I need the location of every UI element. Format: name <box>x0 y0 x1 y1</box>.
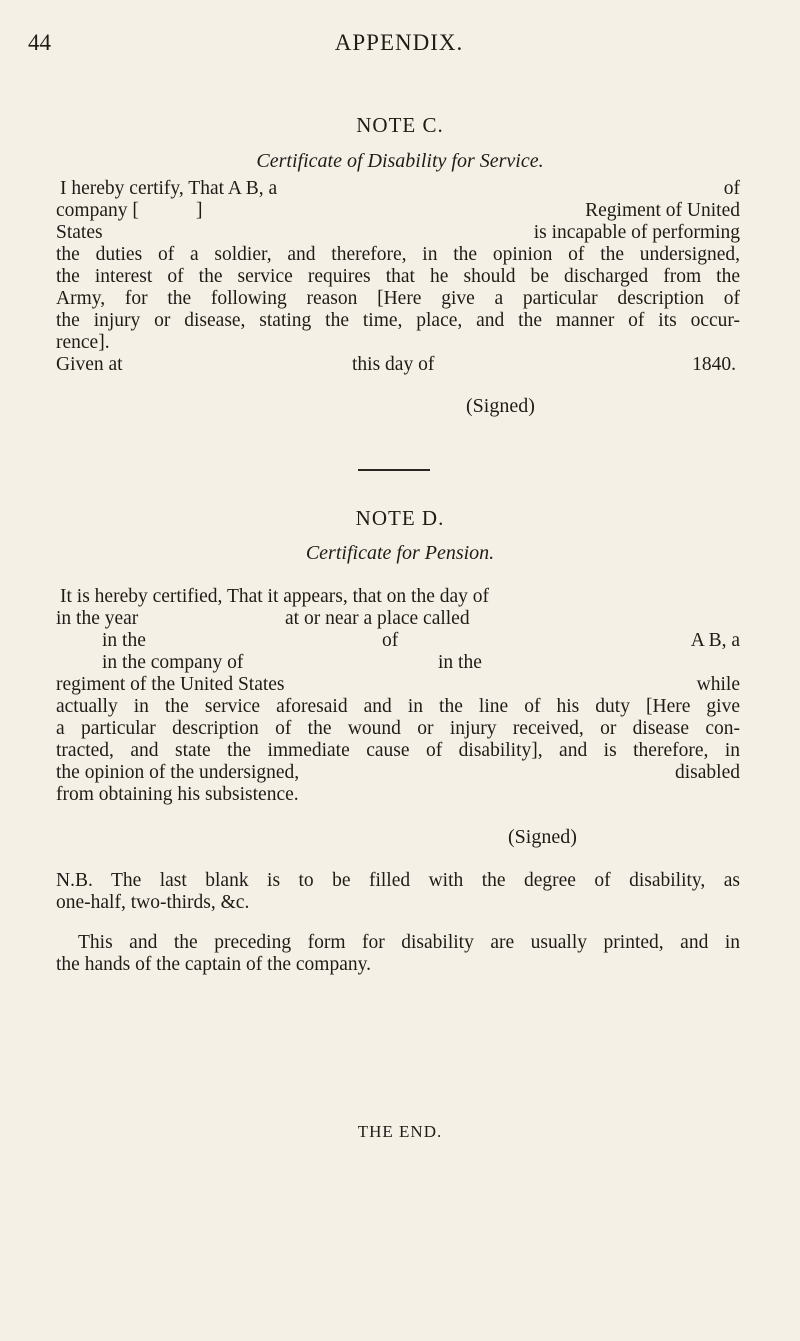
note-d-body <box>56 586 740 806</box>
note-d-line-9a: the opinion of the undersigned, <box>56 762 300 783</box>
note-d-line-3b: of <box>382 630 399 651</box>
note-c-line-3b: is incapable of performing <box>533 222 740 243</box>
note-c-line-1b: of <box>723 178 740 199</box>
note-d-line-8: tracted, and state the immediate cause of disability], and is therefore, in <box>56 740 740 761</box>
note-d-line-2a: in the year <box>56 608 139 629</box>
note-c-subtitle: Certificate of Disability for Service. <box>256 150 544 172</box>
note-c-line-9a: Given at <box>56 354 123 375</box>
note-d-line-9b: disabled <box>675 762 740 783</box>
running-head: APPENDIX. <box>334 30 464 55</box>
note-d-line-3a: in the <box>102 630 146 651</box>
note-c-signed: (Signed) <box>466 395 535 417</box>
note-d-para-line-2: the hands of the captain of the company. <box>56 954 371 975</box>
note-c-line-2b: ] <box>196 200 203 221</box>
note-d-subtitle: Certificate for Pension. <box>305 542 495 564</box>
the-end: THE END. <box>357 1122 443 1141</box>
note-d-line-4a: in the company of <box>102 652 244 673</box>
note-d-line-4b: in the <box>438 652 482 673</box>
note-c-title: NOTE C. <box>356 113 444 137</box>
note-d-line-7: a particular description of the wound or injury received, or disease con- <box>56 718 740 739</box>
note-c-line-9c: 1840. <box>692 354 736 375</box>
note-d-line-5b: while <box>696 674 740 695</box>
note-c-line-2a: company [ <box>56 200 139 221</box>
note-c-line-1a: I hereby certify, That A B, a <box>60 178 278 199</box>
note-d-para-line-1: This and the preceding form for disability are usually printed, and in <box>78 932 740 953</box>
note-c-line-5: the interest of the service requires that he should be discharged from the <box>56 266 740 287</box>
note-c-line-3a: States <box>56 222 103 243</box>
note-d-line-5a: regiment of the United States <box>56 674 285 695</box>
note-c-body <box>56 178 740 376</box>
note-c-line-4: the duties of a soldier, and therefore, in the opinion of the undersigned, <box>56 244 740 265</box>
page-number: 44 <box>28 30 51 55</box>
note-c-line-7: the injury or disease, stating the time, place, and the manner of its occur- <box>56 310 740 331</box>
page-header <box>28 30 770 62</box>
note-d-nb-line-1: N.B. The last blank is to be filled with the degree of disability, as <box>56 870 740 891</box>
note-d-line-1: It is hereby certified, That it appears, that on the day of <box>60 586 490 607</box>
note-d-paragraph <box>56 932 740 976</box>
note-d-title: NOTE D. <box>355 506 445 530</box>
section-divider <box>358 469 430 471</box>
note-d-nb-line-2: one-half, two-thirds, &c. <box>56 892 250 913</box>
note-d-signed: (Signed) <box>508 826 577 848</box>
note-c-line-8: rence]. <box>56 332 110 353</box>
note-d-line-3c: A B, a <box>690 630 740 651</box>
note-d-line-10: from obtaining his subsistence. <box>56 784 299 805</box>
note-c-line-6: Army, for the following reason [Here give a particular description of <box>56 288 740 309</box>
note-d-line-2b: at or near a place called <box>285 608 470 629</box>
note-c-line-9b: this day of <box>352 354 435 375</box>
note-d-line-6: actually in the service aforesaid and in the line of his duty [Here give <box>56 696 740 717</box>
note-d-nb <box>56 870 740 914</box>
note-c-line-2c: Regiment of United <box>585 200 740 221</box>
